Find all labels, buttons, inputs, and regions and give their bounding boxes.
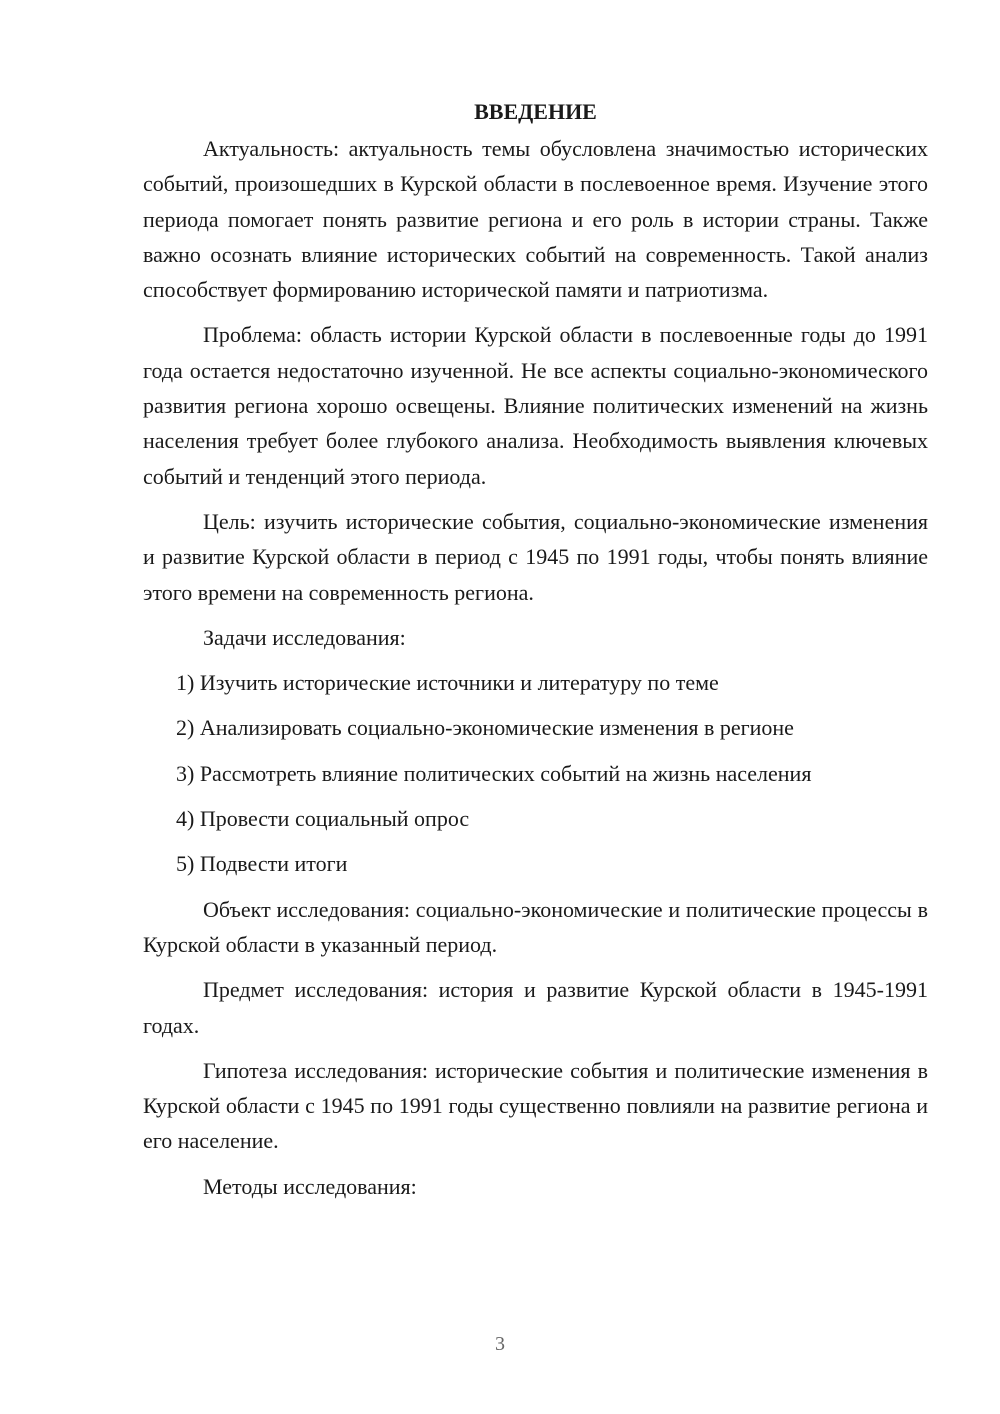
paragraph-problem: Проблема: область истории Курской области в послевоенные годы до 1991 года остается недостаточно изученной. Не все аспекты социально-экономического развития региона хорошо освещены. Влияние политических изменений на жизнь населения требует более глубокого анализа. Необходимость выявления ключевых событий и тенденций этого периода.	[143, 322, 928, 489]
tasks-heading: Задачи исследования:	[203, 624, 406, 650]
paragraph-goal: Цель: изучить исторические события, социально-экономические изменения и развитие Курской области в период с 1945 по 1991 годы, чтобы понять влияние этого времени на современность региона.	[143, 508, 928, 605]
document-page	[143, 94, 928, 1204]
page-number: 3	[495, 1333, 505, 1355]
task-item: 3) Рассмотреть влияние политических событий на жизнь населения	[176, 760, 812, 786]
task-item: 5) Подвести итоги	[176, 851, 348, 877]
paragraph-subject: Предмет исследования: история и развитие Курской области в 1945-1991 годах.	[143, 977, 928, 1038]
tasks-list	[143, 665, 928, 881]
task-item: 4) Провести социальный опрос	[176, 806, 470, 832]
paragraph-hypothesis: Гипотеза исследования: исторические события и политические изменения в Курской области с 1945 по 1991 годы существенно повлияли на развитие региона и его население.	[143, 1057, 928, 1154]
task-item: 2) Анализировать социально-экономические изменения в регионе	[176, 715, 794, 741]
paragraph-methods: Методы исследования:	[203, 1173, 417, 1199]
paragraph-object: Объект исследования: социально-экономические и политические процессы в Курской области в указанный период.	[143, 896, 928, 957]
paragraph-relevance: Актуальность: актуальность темы обусловлена значимостью исторических событий, произошедших в Курской области в послевоенное время. Изучение этого периода помогает понять развитие региона и его роль в истории страны. Также важно осознать влияние исторических событий на современность. Такой анализ способствует формированию исторической памяти и патриотизма.	[143, 136, 928, 303]
task-item: 1) Изучить исторические источники и литературу по теме	[176, 670, 719, 696]
section-title: ВВЕДЕНИЕ	[474, 99, 597, 124]
